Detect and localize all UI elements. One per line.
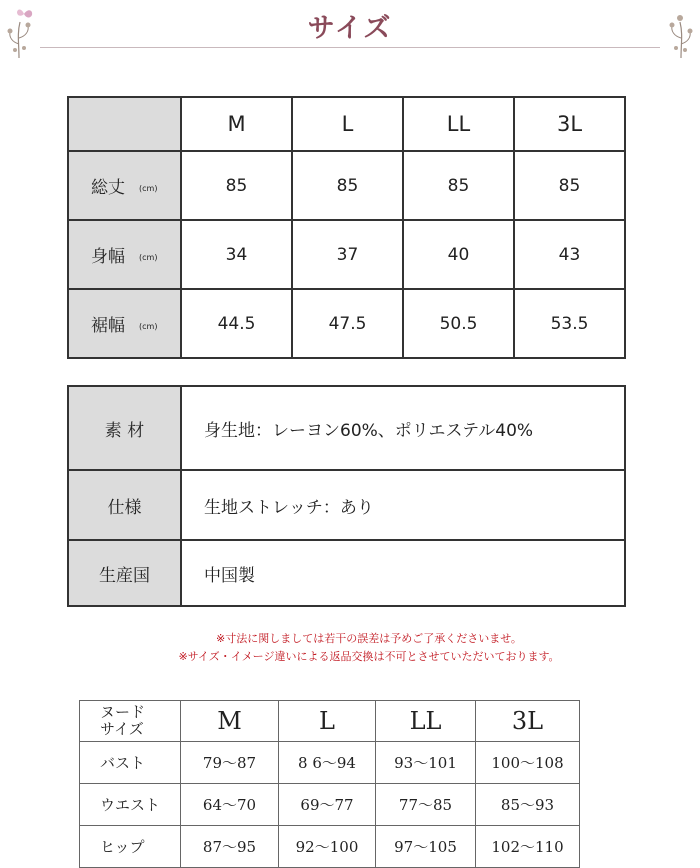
value-cell: 44.5	[181, 289, 292, 358]
spec-row-spec	[68, 470, 625, 540]
size-header-cell: 3L	[476, 701, 580, 742]
row-label-text: 裾幅	[91, 316, 125, 336]
table-row	[68, 151, 625, 220]
size-header-cell: M	[181, 97, 292, 151]
spec-row-origin	[68, 540, 625, 606]
table-row	[68, 220, 625, 289]
nude-label-line: ヌード	[100, 703, 146, 721]
value-cell: 100～108	[476, 742, 580, 784]
value-cell: 97～105	[376, 826, 476, 868]
value-cell: 40	[403, 220, 514, 289]
spec-table	[67, 385, 626, 607]
note-line: ※サイズ・イメージ違いによる返品交換は不可とさせていただいております。	[178, 650, 560, 663]
row-label	[68, 289, 181, 358]
spec-value: 身生地：レーヨン60%、ポリエステル40%	[181, 386, 625, 470]
unit-label: (cm)	[139, 321, 158, 331]
spec-value: 生地ストレッチ：あり	[181, 470, 625, 540]
note-line: ※寸法に関しましては若干の誤差は予めご了承くださいませ。	[216, 632, 522, 645]
value-cell: 85	[292, 151, 403, 220]
row-label	[68, 220, 181, 289]
value-cell: 87～95	[181, 826, 279, 868]
value-cell: 85	[514, 151, 625, 220]
size-header-cell: M	[181, 701, 279, 742]
spec-label: 素 材	[68, 386, 181, 470]
title-divider	[40, 47, 660, 48]
value-cell: 50.5	[403, 289, 514, 358]
row-label-text: 総丈	[91, 178, 125, 198]
size-header-cell: L	[292, 97, 403, 151]
page-header	[0, 0, 700, 60]
size-header-row	[68, 97, 625, 151]
row-label: バスト	[80, 742, 181, 784]
table-row	[68, 289, 625, 358]
value-cell: 79～87	[181, 742, 279, 784]
value-cell: 53.5	[514, 289, 625, 358]
nude-size-label	[80, 701, 181, 742]
nude-header-row	[80, 701, 580, 742]
value-cell: 8 6～94	[279, 742, 376, 784]
unit-label: (cm)	[139, 252, 158, 262]
page-title: サイズ	[307, 13, 393, 44]
value-cell: 69～77	[279, 784, 376, 826]
value-cell: 85	[181, 151, 292, 220]
unit-label: (cm)	[139, 183, 158, 193]
value-cell: 34	[181, 220, 292, 289]
size-header-cell: LL	[376, 701, 476, 742]
table-row	[80, 784, 580, 826]
notes	[0, 630, 700, 666]
nude-label-line: サイズ	[100, 720, 144, 738]
value-cell: 85～93	[476, 784, 580, 826]
spec-label: 生産国	[68, 540, 181, 606]
value-cell: 85	[403, 151, 514, 220]
value-cell: 102～110	[476, 826, 580, 868]
value-cell: 43	[514, 220, 625, 289]
value-cell: 93～101	[376, 742, 476, 784]
table-row	[80, 742, 580, 784]
value-cell: 92～100	[279, 826, 376, 868]
value-cell: 64～70	[181, 784, 279, 826]
table-row	[80, 826, 580, 868]
size-table	[67, 96, 626, 359]
spec-value: 中国製	[181, 540, 625, 606]
row-label-text: 身幅	[91, 247, 125, 267]
value-cell: 47.5	[292, 289, 403, 358]
spec-label: 仕様	[68, 470, 181, 540]
row-label: ヒップ	[80, 826, 181, 868]
value-cell: 77～85	[376, 784, 476, 826]
spec-row-material	[68, 386, 625, 470]
value-cell: 37	[292, 220, 403, 289]
row-label	[68, 151, 181, 220]
size-header-cell: L	[279, 701, 376, 742]
corner-cell	[68, 97, 181, 151]
size-header-cell: 3L	[514, 97, 625, 151]
row-label: ウエスト	[80, 784, 181, 826]
nude-size-table	[79, 700, 580, 868]
size-header-cell: LL	[403, 97, 514, 151]
